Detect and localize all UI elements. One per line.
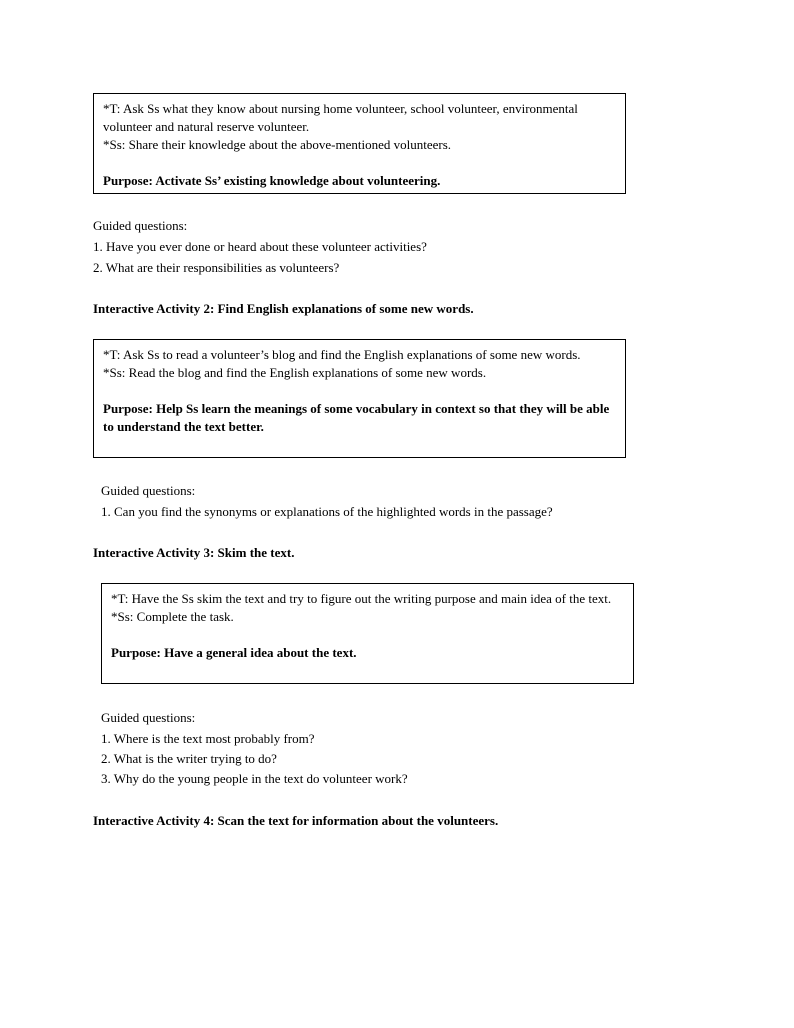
teacher-instruction: *T: Have the Ss skim the text and try to figure out the writing purpose and main idea of the text. (111, 591, 612, 606)
purpose-statement: Purpose: Activate Ss’ existing knowledge about volunteering. (103, 173, 441, 188)
guided-questions-label: Guided questions: (101, 710, 196, 725)
guided-question: 1. Have you ever done or heard about these volunteer activities? (93, 239, 427, 254)
purpose-statement: Purpose: Help Ss learn the meanings of some vocabulary in context so that they will be able to understand the text better. (103, 401, 610, 434)
student-instruction: *Ss: Complete the task. (111, 609, 234, 624)
guided-question: 1. Where is the text most probably from? (101, 731, 315, 746)
activity2-heading: Interactive Activity 2: Find English explanations of some new words. (93, 301, 474, 316)
guided-questions-label: Guided questions: (101, 483, 196, 498)
guided-question: 2. What is the writer trying to do? (101, 751, 277, 766)
activity2-procedure-box (93, 339, 626, 458)
guided-questions-label: Guided questions: (93, 218, 188, 233)
activity3-procedure-box (101, 583, 634, 684)
guided-question: 3. Why do the young people in the text do volunteer work? (101, 771, 408, 786)
guided-question: 1. Can you find the synonyms or explanations of the highlighted words in the passage? (101, 504, 553, 519)
student-instruction: *Ss: Share their knowledge about the above-mentioned volunteers. (103, 137, 452, 152)
teacher-instruction: *T: Ask Ss what they know about nursing home volunteer, school volunteer, environmental volunteer and natural reserve volunteer. (103, 101, 578, 134)
activity3-heading: Interactive Activity 3: Skim the text. (93, 545, 295, 560)
teacher-instruction: *T: Ask Ss to read a volunteer’s blog and find the English explanations of some new words. (103, 347, 581, 362)
student-instruction: *Ss: Read the blog and find the English explanations of some new words. (103, 365, 487, 380)
activity4-heading: Interactive Activity 4: Scan the text for information about the volunteers. (93, 813, 499, 828)
purpose-statement: Purpose: Have a general idea about the text. (111, 645, 357, 660)
activity1-procedure-box (93, 93, 626, 194)
guided-question: 2. What are their responsibilities as volunteers? (93, 260, 340, 275)
